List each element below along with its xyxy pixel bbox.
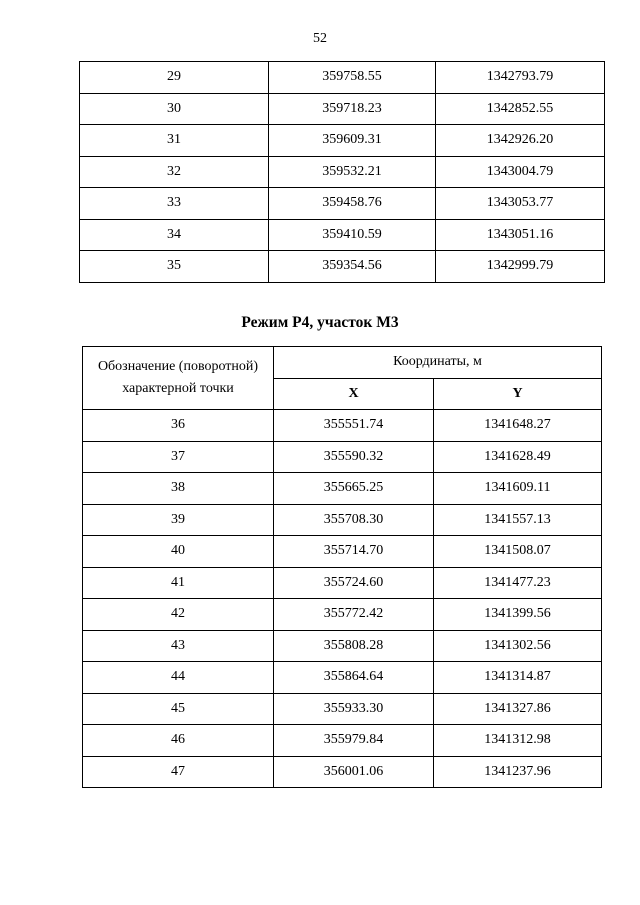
x-coordinate: 355714.70 [274,536,434,568]
x-coordinate: 359718.23 [269,93,436,125]
table-row [83,630,602,662]
table-row [83,504,602,536]
table-row [80,156,605,188]
point-number: 38 [83,473,274,505]
point-number: 36 [83,410,274,442]
y-coordinate: 1341477.23 [434,567,602,599]
y-coordinate: 1341327.86 [434,693,602,725]
y-coordinate: 1341609.11 [434,473,602,505]
page-number: 52 [313,31,327,46]
table-row [83,725,602,757]
point-number: 35 [80,251,269,283]
point-number: 41 [83,567,274,599]
y-coordinate: 1341237.96 [434,756,602,788]
y-coordinate: 1342999.79 [436,251,605,283]
point-number: 47 [83,756,274,788]
table-row [83,567,602,599]
table-row [83,599,602,631]
y-coordinate: 1343053.77 [436,188,605,220]
x-header: X [274,378,434,410]
point-label-line2: характерной точки [122,381,234,396]
x-coordinate: 359410.59 [269,219,436,251]
x-coordinate: 355864.64 [274,662,434,694]
point-number: 31 [80,125,269,157]
point-label-line1: Обозначение (поворотной) [97,359,259,374]
table-row [83,662,602,694]
point-number: 32 [80,156,269,188]
x-coordinate: 355665.25 [274,473,434,505]
coordinates-table-continued [79,61,605,283]
x-coordinate: 359532.21 [269,156,436,188]
table-row [80,62,605,94]
table-row [80,219,605,251]
point-number: 34 [80,219,269,251]
point-number: 40 [83,536,274,568]
table-row [83,756,602,788]
point-number: 33 [80,188,269,220]
table-row [80,125,605,157]
point-number: 37 [83,441,274,473]
y-coordinate: 1343051.16 [436,219,605,251]
point-number: 39 [83,504,274,536]
table-row [80,188,605,220]
table-row [83,536,602,568]
y-coordinate: 1342793.79 [436,62,605,94]
table-row [80,93,605,125]
table-row [83,473,602,505]
y-coordinate: 1343004.79 [436,156,605,188]
point-number: 45 [83,693,274,725]
coordinates-table-m3 [82,346,602,788]
table-row [83,693,602,725]
table-row [83,410,602,442]
table-header [83,347,602,410]
y-coordinate: 1341648.27 [434,410,602,442]
point-number: 43 [83,630,274,662]
table-row [80,251,605,283]
point-number: 29 [80,62,269,94]
coordinates-table-continued-body [80,62,605,283]
y-coordinate: 1341508.07 [434,536,602,568]
x-coordinate: 359758.55 [269,62,436,94]
y-coordinate: 1341557.13 [434,504,602,536]
point-number: 42 [83,599,274,631]
point-label-header [83,347,274,410]
x-coordinate: 355551.74 [274,410,434,442]
y-coordinate: 1341312.98 [434,725,602,757]
x-coordinate: 359609.31 [269,125,436,157]
table-row [83,441,602,473]
coordinates-table-m3-body [83,410,602,788]
y-coordinate: 1341314.87 [434,662,602,694]
x-coordinate: 359458.76 [269,188,436,220]
x-coordinate: 355808.28 [274,630,434,662]
x-coordinate: 359354.56 [269,251,436,283]
x-coordinate: 355590.32 [274,441,434,473]
y-coordinate: 1341302.56 [434,630,602,662]
x-coordinate: 355772.42 [274,599,434,631]
y-coordinate: 1341399.56 [434,599,602,631]
coordinates-header: Координаты, м [274,347,602,379]
y-coordinate: 1342852.55 [436,93,605,125]
x-coordinate: 355933.30 [274,693,434,725]
point-number: 44 [83,662,274,694]
point-number: 30 [80,93,269,125]
y-coordinate: 1342926.20 [436,125,605,157]
x-coordinate: 355724.60 [274,567,434,599]
section-title: Режим Р4, участок М3 [241,314,399,331]
x-coordinate: 355708.30 [274,504,434,536]
y-header: Y [434,378,602,410]
y-coordinate: 1341628.49 [434,441,602,473]
point-number: 46 [83,725,274,757]
x-coordinate: 355979.84 [274,725,434,757]
x-coordinate: 356001.06 [274,756,434,788]
